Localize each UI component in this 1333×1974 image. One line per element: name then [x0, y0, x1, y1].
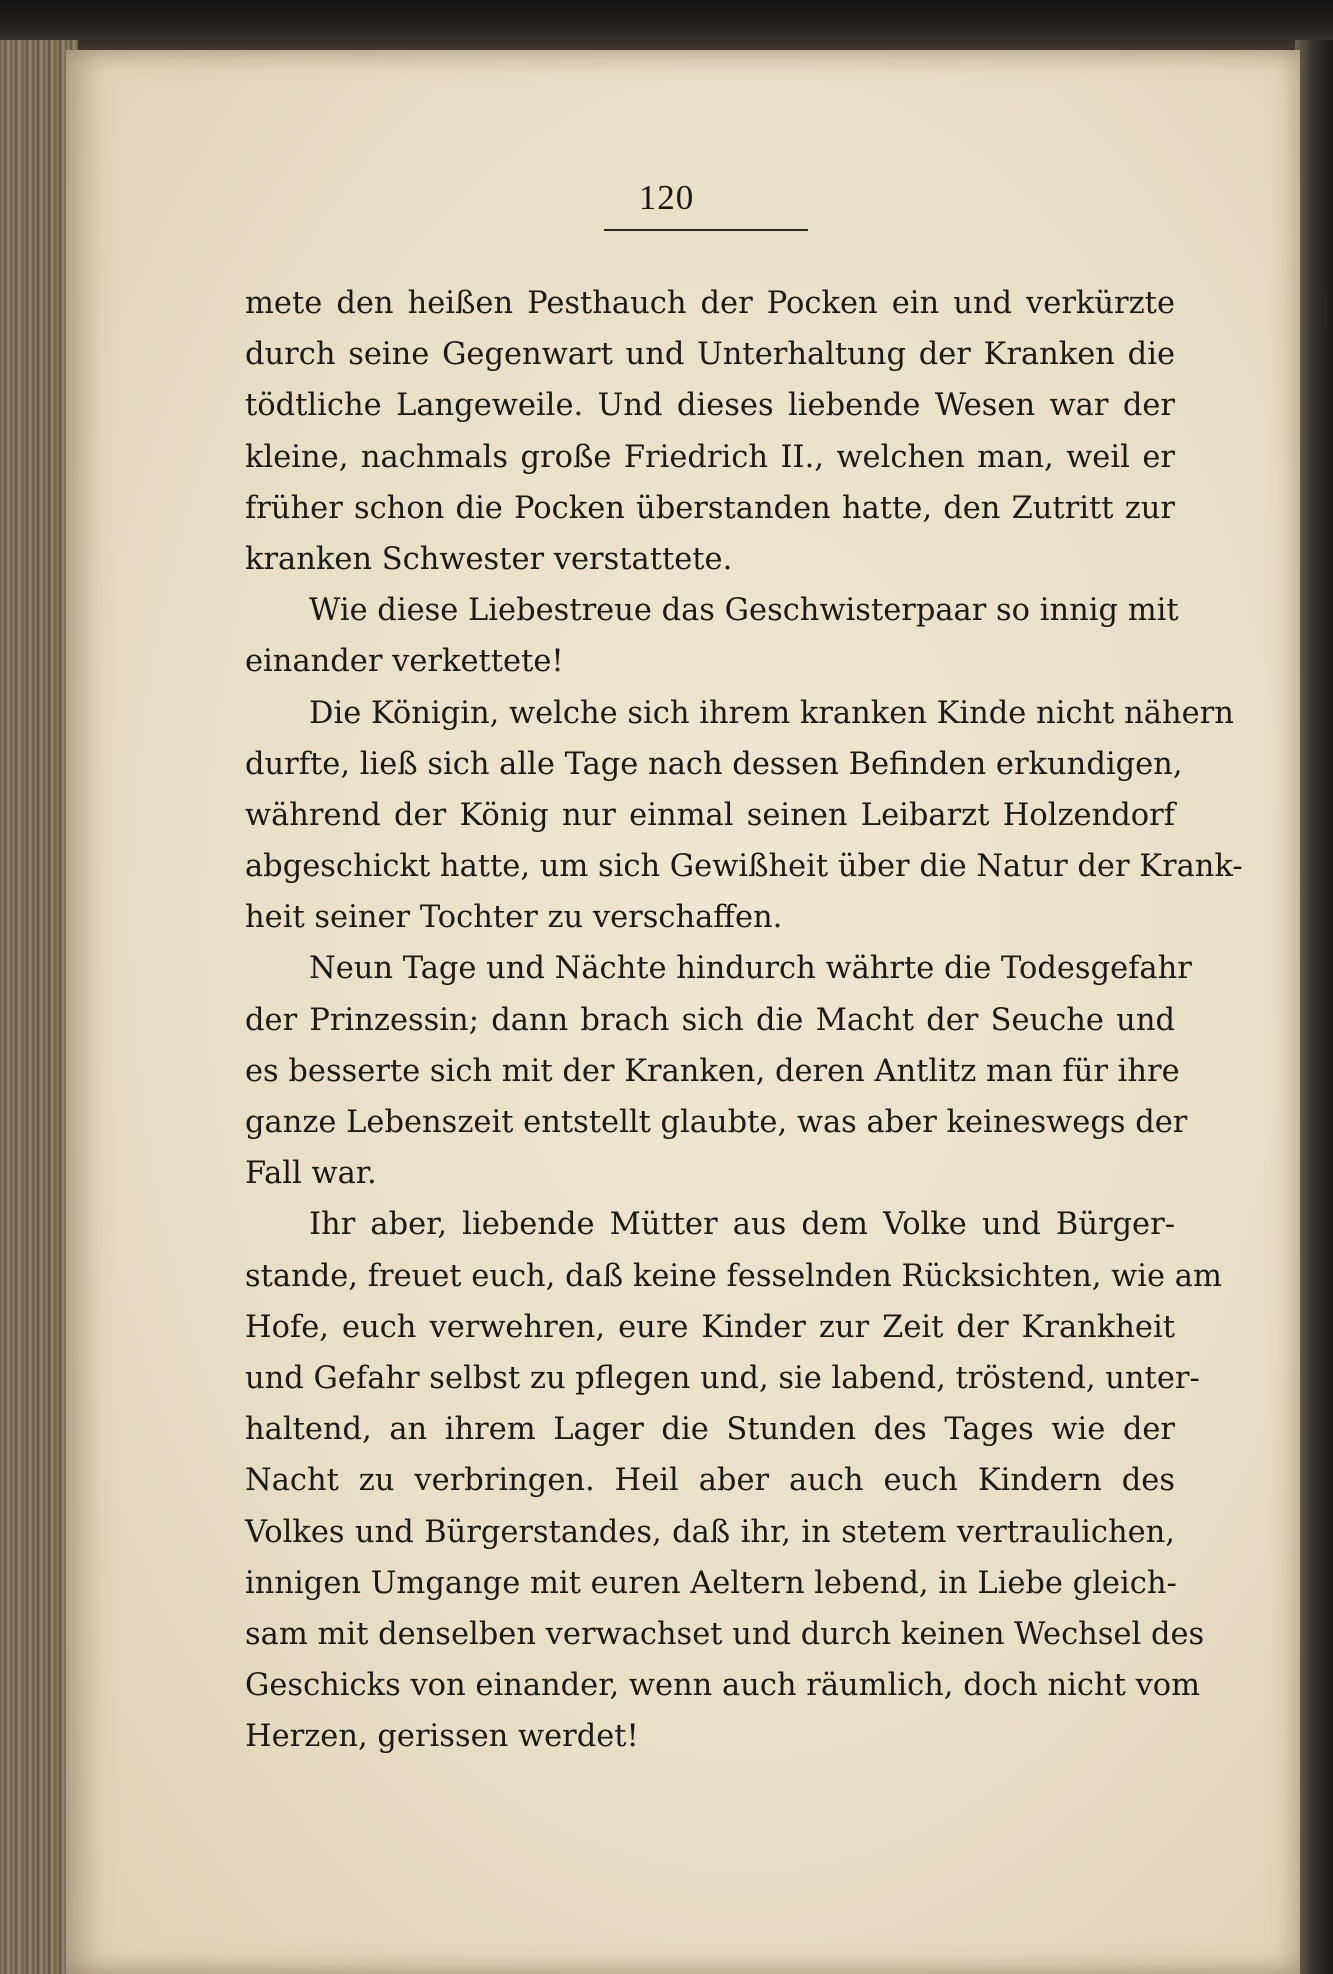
text-line: sam mit denselben verwachset und durch keinen Wechsel des	[245, 1616, 1205, 1652]
text-line: durfte, ließ sich alle Tage nach dessen Befinden erkundigen,	[245, 746, 1183, 782]
text-line: Neun Tage und Nächte hindurch währte die Todesgefahr	[309, 951, 1192, 987]
text-line: abgeschickt hatte, um sich Gewißheit über die Natur der Krank-	[245, 849, 1243, 885]
text-line: es besserte sich mit der Kranken, deren Antlitz man für ihre	[245, 1053, 1180, 1089]
text-line: kranken Schwester verstattete.	[245, 541, 733, 577]
text-line: haltend, an ihrem Lager die Stunden des Tages wie der	[245, 1412, 1175, 1448]
text-line: mete den heißen Pesthauch der Pocken ein und verkürzte	[245, 286, 1175, 321]
text-line: Geschicks von einander, wenn auch räumlich, doch nicht vom	[245, 1668, 1201, 1704]
text-line: Nacht zu verbringen. Heil aber auch euch Kindern des	[245, 1463, 1175, 1499]
text-line: stande, freuet euch, daß keine fesselnden Rücksichten, wie am	[245, 1258, 1222, 1294]
text-line: innigen Umgange mit euren Aeltern lebend, in Liebe gleich-	[245, 1565, 1177, 1601]
text-line: Hofe, euch verwehren, eure Kinder zur Zeit der Krankheit	[245, 1309, 1175, 1345]
text-line: früher schon die Pocken überstanden hatte, den Zutritt zur	[245, 490, 1175, 526]
text-line: Fall war.	[245, 1156, 377, 1192]
page-number-rule	[604, 229, 808, 231]
text-line: Herzen, gerissen werdet!	[245, 1719, 639, 1755]
text-line: und Gefahr selbst zu pflegen und, sie labend, tröstend, unter-	[245, 1360, 1200, 1396]
text-line: Die Königin, welche sich ihrem kranken Kinde nicht nähern	[309, 695, 1234, 731]
text-line: der Prinzessin; dann brach sich die Macht der Seuche und	[245, 1002, 1175, 1038]
text-line: Wie diese Liebestreue das Geschwisterpaar so innig mit	[309, 593, 1179, 629]
text-line: durch seine Gegenwart und Unterhaltung der Kranken die	[245, 337, 1175, 373]
text-line: Ihr aber, liebende Mütter aus dem Volke und Bürger-	[309, 1207, 1175, 1243]
text-line: ganze Lebenszeit entstellt glaubte, was aber keineswegs der	[245, 1105, 1188, 1140]
right-binding-edge	[1295, 40, 1333, 1974]
text-line: während der König nur einmal seinen Leibarzt Holzendorf	[245, 797, 1175, 833]
margin-mark	[1323, 290, 1327, 330]
text-line: tödtliche Langeweile. Und dieses liebende Wesen war der	[245, 388, 1175, 424]
page-number: 120	[638, 178, 695, 217]
text-line: Volkes und Bürgerstandes, daß ihr, in stetem vertraulichen,	[245, 1514, 1175, 1550]
body-text	[245, 278, 1243, 1762]
text-line: heit seiner Tochter zu verschaffen.	[245, 900, 783, 936]
text-line: kleine, nachmals große Friedrich II., welchen man, weil er	[245, 439, 1175, 475]
text-line: einander verkettete!	[245, 644, 564, 680]
